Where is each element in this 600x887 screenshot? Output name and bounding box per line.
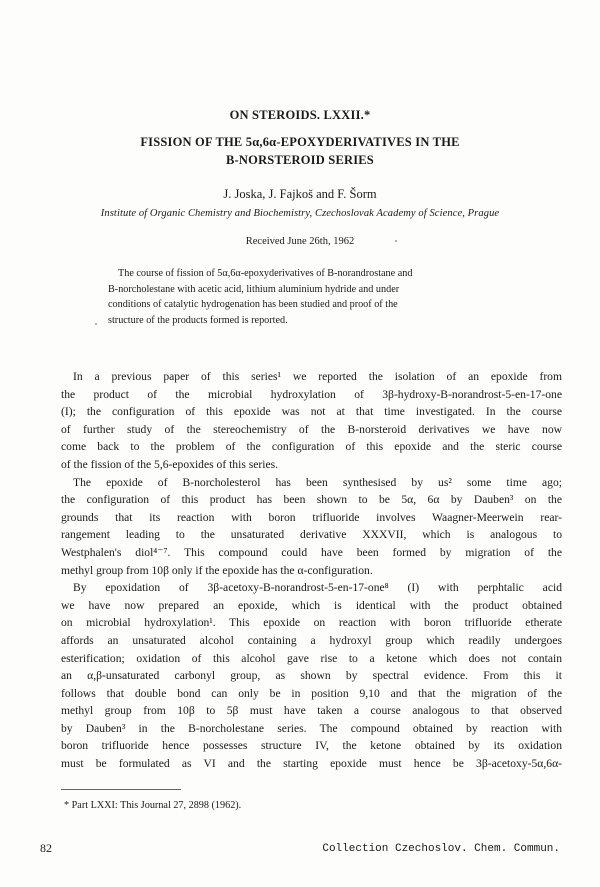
body-line: esterification; oxidation of this alcohol gave rise to a ketone which does not contain: [61, 651, 562, 665]
series-heading: ON STEROIDS. LXXII.*: [229, 108, 371, 122]
body-line: methyl group from 10β only if the epoxide has the α-configuration.: [61, 563, 373, 577]
body-line: the product of the microbial hydroxylation of 3β-hydroxy-B-norandrost-5-en-17-one: [61, 387, 562, 401]
abstract: [108, 266, 506, 328]
body-line: (I); the configuration of this epoxide was not at that time investigated. In the course: [61, 405, 562, 419]
abstract-line: B-norcholestane with acetic acid, lithium aluminium hydride and under: [108, 283, 400, 295]
body-line: by Dauben³ in the B-norcholestane series. The compound obtained by reaction with: [61, 721, 562, 735]
article-title: [60, 133, 540, 169]
footnote: * Part LXXI: This Journal 27, 2898 (1962).: [64, 800, 242, 811]
body-line: of the fission of the 5,6-epoxides of this series.: [61, 457, 279, 471]
institute: Institute of Organic Chemistry and Biochemistry, Czechoslovak Academy of Science, Prague: [100, 208, 500, 219]
body-line: must be formulated as VI and the starting epoxide must hence be 3β-acetoxy-5α,6α-: [61, 757, 562, 771]
title-line: FISSION OF THE 5α,6α-EPOXYDERIVATIVES IN THE: [140, 135, 460, 149]
scan-speck: [395, 240, 397, 242]
received-date: Received June 26th, 1962: [245, 236, 355, 247]
body-line: the configuration of this product has been shown to be 5α, 6α by Dauben³ on the: [61, 493, 562, 507]
body-line: follows that double bond can only be in position 9,10 and that the migration of the: [61, 686, 562, 700]
body-line: we have now prepared an epoxide, which is identical with the product obtained: [61, 598, 562, 612]
title-line: B-NORSTEROID SERIES: [226, 153, 374, 167]
body-line: on microbial hydroxylation¹. This epoxide on reaction with boron trifluoride etherate: [61, 616, 562, 630]
footnote-divider: [61, 789, 181, 790]
abstract-line: structure of the products formed is reported.: [108, 314, 288, 326]
body-line: By epoxidation of 3β-acetoxy-B-norandrost-5-en-17-one⁸ (I) with perphtalic acid: [73, 581, 562, 595]
body-line: methyl group from 10β to 5β must have taken a course analogous to that observed: [61, 704, 562, 718]
authors: J. Joska, J. Fajkoš and F. Šorm: [223, 187, 377, 201]
body-line: come back to the problem of the configuration of this epoxide and the steric course: [61, 440, 562, 454]
body-line: The epoxide of B-norcholesterol has been synthesised by us² some time ago;: [73, 475, 562, 489]
page-number: 82: [40, 841, 52, 855]
body-line: In a previous paper of this series¹ we reported the isolation of an epoxide from: [73, 370, 562, 383]
body-line: boron trifluoride hence possesses structure IV, the ketone obtained by its oxidation: [61, 739, 562, 753]
journal-name: Collection Czechoslov. Chem. Commun.: [322, 843, 560, 855]
body-line: of further study of the stereochemistry of the B-norsteroid derivatives we have now: [61, 422, 562, 436]
body-line: an α,β-unsaturated carbonyl group, as shown by spectral evidence. From this it: [61, 669, 562, 683]
body-line: Westphalen's diol⁴⁻⁷. This compound could have been formed by migration of the: [61, 545, 562, 559]
abstract-line: The course of fission of 5α,6α-epoxyderivatives of B-norandrostane and: [118, 268, 413, 279]
scan-speck: [95, 323, 97, 325]
body-text: [61, 368, 562, 773]
body-line: rangement leading to the unsaturated derivative XXXVII, which is analogous to: [61, 528, 562, 542]
body-line: affords an unsaturated alcohol containing a hydroxyl group which readily undergoes: [61, 633, 562, 647]
abstract-line: conditions of catalytic hydrogenation has been studied and proof of the: [108, 299, 398, 311]
body-line: grounds that its reaction with boron trifluoride involves Waagner-Meerwein rear-: [61, 510, 562, 524]
